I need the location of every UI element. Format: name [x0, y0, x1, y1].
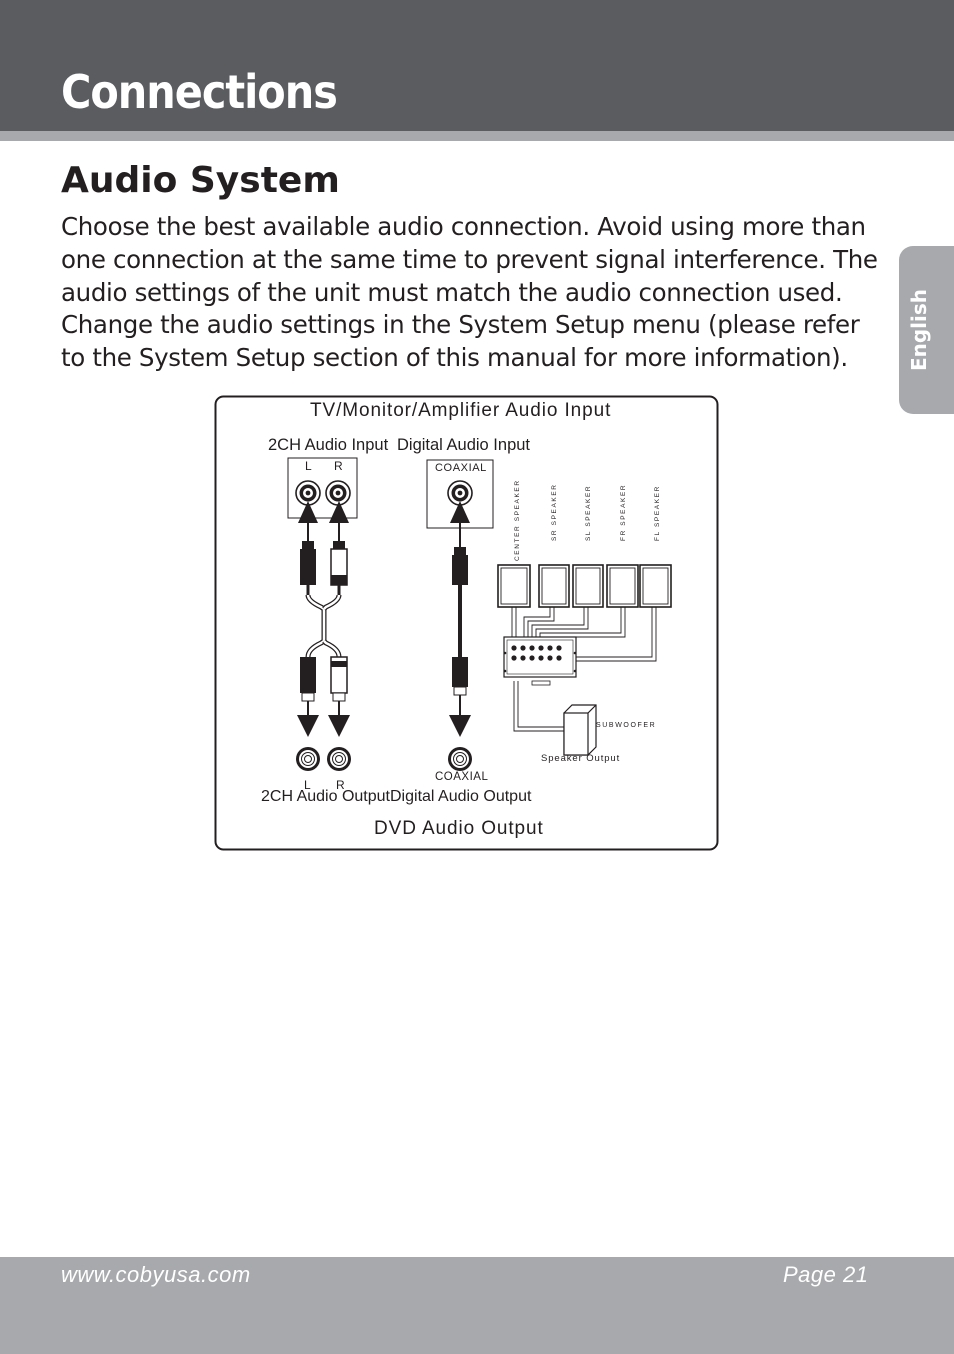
speaker-boxes: [498, 565, 671, 607]
section-heading: Audio System: [61, 160, 340, 201]
footer-website-link[interactable]: www.cobyusa.com: [61, 1262, 251, 1287]
output-section-title: DVD Audio Output: [374, 818, 544, 839]
language-tab-label: English: [907, 288, 931, 372]
sr-speaker-label: SR SPEAKER: [551, 483, 558, 541]
digital-input-label: Digital Audio Input: [397, 436, 531, 454]
input-section-title: TV/Monitor/Amplifier Audio Input: [310, 400, 612, 421]
speaker-output-label: Speaker Output: [541, 753, 621, 764]
input-left-label: L: [305, 459, 312, 473]
output-right-label: R: [336, 778, 345, 792]
fr-speaker-label: FR SPEAKER: [620, 483, 627, 541]
output-coaxial-label: COAXIAL: [435, 771, 489, 783]
2ch-input-label: 2CH Audio Input: [268, 436, 389, 454]
intro-paragraph: Choose the best available audio connection. Avoid using more than one connection at the same time to prevent signal interference. The audio settings of the unit must match the audio connection used. Change the audio settings in the System Setup menu (please refer to the System Setup section of this manual for more information).: [61, 212, 878, 373]
input-right-jack: [326, 481, 350, 505]
output-left-label: L: [304, 778, 311, 792]
output-right-jack: [327, 747, 351, 771]
audio-connection-diagram: [214, 395, 719, 851]
sl-speaker-label: SL SPEAKER: [585, 484, 592, 541]
page-number: Page 21: [783, 1262, 869, 1287]
input-right-label: R: [334, 459, 343, 473]
input-coaxial-label: COAXIAL: [435, 462, 487, 474]
fl-speaker-label: FL SPEAKER: [654, 485, 661, 541]
center-speaker-label: CENTER SPEAKER: [514, 479, 521, 561]
subwoofer-label: SUBWOOFER: [596, 722, 657, 729]
header-divider: [0, 131, 954, 141]
page-title: Connections: [61, 65, 337, 119]
output-left-jack: [296, 747, 320, 771]
2ch-output-label: 2CH Audio Output: [261, 788, 390, 805]
digital-output-label: Digital Audio Output: [390, 788, 532, 805]
output-coaxial-jack: [448, 747, 472, 771]
subwoofer-box: [564, 705, 596, 755]
